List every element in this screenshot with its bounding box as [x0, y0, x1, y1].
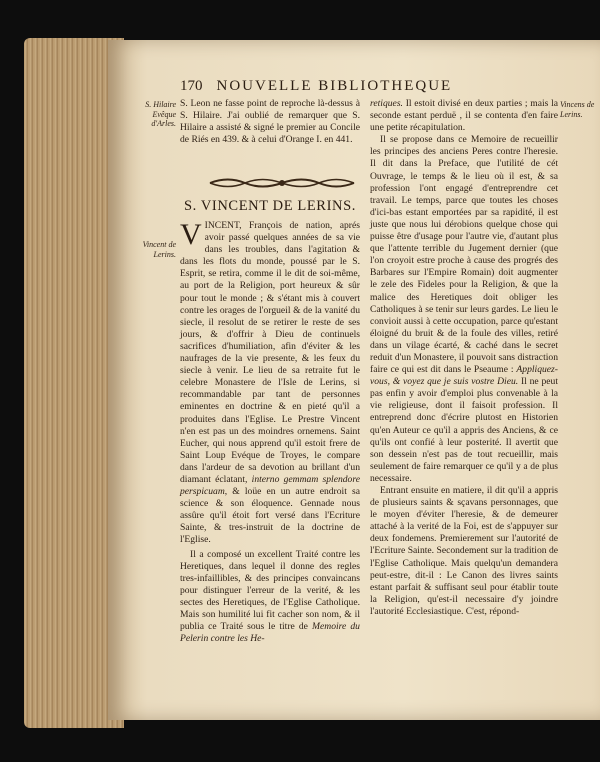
book-page	[108, 40, 600, 720]
margin-note-vincent: Vincent de Lerins.	[142, 240, 176, 259]
margin-note-vincent-right: Vincens de Lerins.	[560, 100, 595, 119]
left-column	[180, 98, 360, 146]
drop-cap: V	[180, 218, 202, 251]
margin-note-hilaire: S. Hilaire Evêque d'Arles.	[145, 100, 176, 128]
running-title: NOUVELLE BIBLIOTHEQUE	[216, 78, 453, 94]
right-column: retiques. Il estoit divisé en deux parties ; mais la seconde estant perduë , il se contenta d'en faire une petite récapitulation. Il se propose dans ce Memoire de recueillir les principes des anciens Peres contre l'heresie. Il dit dans la Preface, que l'utilité de cét Ouvrage, le temps & le lieu où il est, & sa profession l'ont engagé d'entreprendre cet travail. Le temps, parce que toutes les choses d'ici-bas estant emportées par sa rapidité, il est juste que nous lui dérobions quelque chose qui puisse être d'usage pour l'autre vie, d'autant plus que l'attente terrible du Jugement dernier (que l'on croyoit estre proche à cause des progrés des Barbares sur l'Empire Romain) doit augmenter le zele des Fideles pour la Religion, & que la malice des Heretiques doit obliger les Catholiques à se tenir sur leurs gardes. Le lieu le convioit aussi à cette occupation, parce qu'estant éloigné du bruit & de la foule des villes, retiré dans un vilage écarté, & caché dans le secret reduit d'un Monastere, il pouvoit sans distraction faire ce qui est dit dans le Pseaume : Appliquez-vous, & voyez que je suis vostre Dieu. Il ne peut pas enfin y avoir d'emploi plus convenable à la vie religieuse, dont il faisoit profession. Il entreprend donc d'écrire plutost en Historien qu'en Auteur ce qu'il a appris des Anciens, & ce qu'ils ont confié à leur posterité. Il avertit que son dessein n'est pas de tout recueillir, mais seulement de faire remarquer ce qu'il y a de plus necessaire. Entrant ensuite en matiere, il dit qu'il a appris de plusieurs saints & sçavans personnages, que le moyen d'éviter l'heresie, & de demeurer attaché à la verité de la Foi, est de s'appuyer sur deux fondemens. Premierement sur l'autorité de l'Ecriture Sainte. Secondement sur la tradition de l'Eglise Catholique. Mais quelqu'un demandera peut-estre, dit-il : Le Canon des livres saints estant parfait & suffisant seul pour établir toute la Religion, qu'est-il necessaire d'y joindre l'autorité Ecclesiastique. C'est, répond-	[370, 98, 559, 617]
left-main-text: VINCENT, François de nation, aprés avoir passé quelques années de sa vie dans les troubles, dans l'agitation & dans les flots du monde, poussé par le S. Esprit, se retira, comme il le dit de soi-même, au port de la Religion, port heureux & sûr pour tout le monde ; & s'étant mis à couvert contre les orages de l'orgueil & de la vanité du siecle, il resolut de se retirer le reste de ses jours, & d'offrir à Dieu de continuels sacrifices d'humiliation, afin d'éviter & les naufrages de la vie presente, & les feux du siecle à venir. Le lieu de sa retraite fut le celebre Monastere de l'Isle de Lerins, si recommandable par tant de personnes eminentes en doctrine & en pieté qu'il a produites dans l'Eglise. Le Prestre Vincent n'en est pas un des moindres ornemens. Saint Eucher, qui nous apprend qu'il estoit frere de Saint Loup Evéque de Troyes, le compare dans l'ardeur de sa devotion au brillant d'un diamant éclatant, interno gemmam splendore perspicuam, & loüe en un autre endroit sa science & son éloquence. Gennade nous assûre qu'il étoit fort versé dans l'Ecriture Sainte, & tres-instruit de la doctrine de l'Eglise. Il a composé un excellent Traité contre les Heretiques, dans lequel il donne des regles tres-infaillibles, & des principes convaincans pour distinguer l'erreur de la verité, & les sectes des Heretiques, de l'Eglise Catholique. Mais son humilité lui fit cacher son nom, & il publia ce Traité sous le titre de Memoire du Pelerin contre les He-	[180, 218, 360, 645]
left-top-paragraph: S. Leon ne fasse point de reproche là-dessus à S. Hilaire. J'ai oublié de remarquer que S. Hilaire a assisté & signé le premier au Concile de Riés en 439. & à celui d'Orange I. en 441.	[180, 98, 360, 146]
decorative-ornament	[208, 176, 356, 190]
right-paragraph-3: Entrant ensuite en matiere, il dit qu'il a appris de plusieurs saints & sçavans personnages, que le moyen d'éviter l'heresie, & de demeurer attaché à la verité de la Foi, est de s'appuyer sur deux fondemens. Premierement sur l'autorité de l'Ecriture Sainte. Secondement sur la tradition de l'Eglise Catholique. Mais quelqu'un demandera peut-estre, dit-il : Le Canon des livres saints estant parfait & suffisant seul pour établir toute la Religion, qu'est-il necessaire d'y joindre l'autorité Ecclesiastique. C'est, répond-	[370, 485, 558, 617]
page-number: 170	[180, 78, 203, 94]
running-header	[180, 78, 600, 95]
section-title: S. VINCENT DE LERINS.	[184, 198, 356, 214]
